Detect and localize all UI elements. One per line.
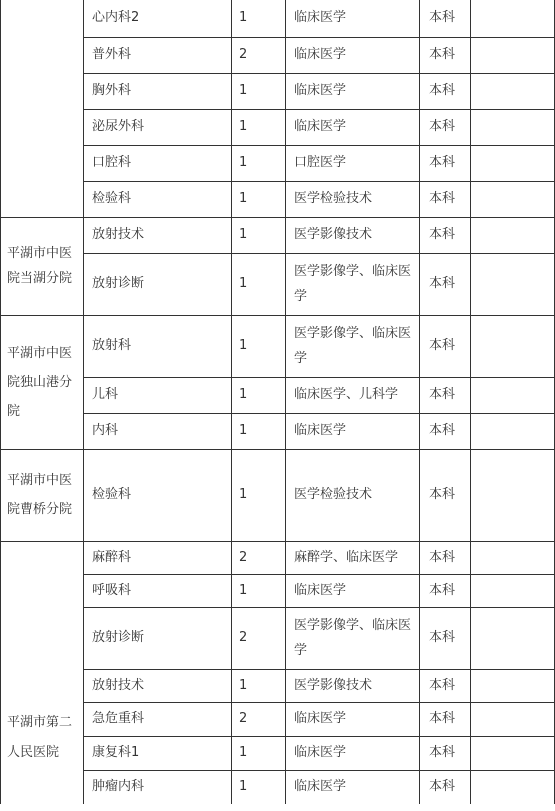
dept-cell: 检验科 [84,181,232,217]
table-row [1,413,555,449]
education-cell: 本科 [420,449,471,541]
education-cell: 本科 [420,702,471,736]
hospital-cell: 平湖市中医院曹桥分院 [1,449,84,541]
major-cell: 麻醉学、临床医学 [286,541,420,574]
dept-cell: 儿科 [84,377,232,413]
table-row [1,315,555,377]
major-cell: 临床医学 [286,574,420,607]
table-row [1,73,555,109]
education-cell: 本科 [420,0,471,37]
major-cell: 临床医学、儿科学 [286,377,420,413]
table-row [1,669,555,702]
dept-cell: 放射技术 [84,217,232,253]
dept-cell: 泌尿外科 [84,109,232,145]
education-cell: 本科 [420,770,471,804]
education-cell: 本科 [420,315,471,377]
major-cell: 临床医学 [286,37,420,73]
count-cell: 1 [232,770,286,804]
dept-cell: 肿瘤内科 [84,770,232,804]
dept-cell: 呼吸科 [84,574,232,607]
note-cell [471,541,555,574]
count-cell: 1 [232,315,286,377]
dept-cell: 普外科 [84,37,232,73]
dept-cell: 放射技术 [84,669,232,702]
major-cell: 口腔医学 [286,145,420,181]
education-cell: 本科 [420,145,471,181]
dept-cell: 放射诊断 [84,607,232,669]
count-cell: 1 [232,73,286,109]
education-cell: 本科 [420,607,471,669]
note-cell [471,145,555,181]
table-row [1,449,555,541]
hospital-name: 平湖市第二人民医院 [7,714,73,760]
note-cell [471,702,555,736]
major-cell: 临床医学 [286,736,420,770]
table-row [1,181,555,217]
count-cell: 1 [232,413,286,449]
hospital-cell [1,0,84,217]
dept-cell: 放射科 [84,315,232,377]
count-cell: 2 [232,37,286,73]
education-cell: 本科 [420,541,471,574]
dept-cell: 麻醉科 [84,541,232,574]
major-cell: 医学检验技术 [286,449,420,541]
note-cell [471,253,555,315]
count-cell: 2 [232,541,286,574]
count-cell: 1 [232,109,286,145]
note-cell [471,770,555,804]
education-cell: 本科 [420,736,471,770]
table-row [1,145,555,181]
note-cell [471,0,555,37]
count-cell: 1 [232,669,286,702]
note-cell [471,73,555,109]
major-cell: 临床医学 [286,770,420,804]
table-row [1,770,555,804]
hospital-cell [1,541,84,804]
education-cell: 本科 [420,217,471,253]
table-row [1,736,555,770]
note-cell [471,736,555,770]
education-cell: 本科 [420,253,471,315]
education-cell: 本科 [420,37,471,73]
table-row [1,574,555,607]
table-row [1,217,555,253]
education-cell: 本科 [420,574,471,607]
count-cell: 1 [232,574,286,607]
table-row [1,702,555,736]
dept-cell: 检验科 [84,449,232,541]
major-cell: 医学影像技术 [286,217,420,253]
count-cell: 1 [232,181,286,217]
dept-cell: 内科 [84,413,232,449]
note-cell [471,449,555,541]
note-cell [471,669,555,702]
note-cell [471,315,555,377]
count-cell: 1 [232,217,286,253]
note-cell [471,181,555,217]
note-cell [471,377,555,413]
hospital-cell: 平湖市中医院当湖分院 [1,217,84,315]
count-cell: 1 [232,449,286,541]
table-row [1,377,555,413]
education-cell: 本科 [420,73,471,109]
major-cell: 医学影像技术 [286,669,420,702]
education-cell: 本科 [420,109,471,145]
table-row [1,109,555,145]
count-cell: 1 [232,253,286,315]
count-cell: 2 [232,702,286,736]
dept-cell: 口腔科 [84,145,232,181]
dept-cell: 放射诊断 [84,253,232,315]
dept-cell: 康复科1 [84,736,232,770]
note-cell [471,217,555,253]
major-cell: 临床医学 [286,702,420,736]
count-cell: 1 [232,377,286,413]
note-cell [471,37,555,73]
note-cell [471,607,555,669]
table-row [1,541,555,574]
education-cell: 本科 [420,669,471,702]
major-cell: 医学影像学、临床医学 [286,315,420,377]
education-cell: 本科 [420,413,471,449]
count-cell: 1 [232,0,286,37]
table-row [1,253,555,315]
dept-cell: 急危重科 [84,702,232,736]
note-cell [471,109,555,145]
major-cell: 临床医学 [286,413,420,449]
education-cell: 本科 [420,181,471,217]
major-cell: 临床医学 [286,73,420,109]
table-row [1,0,555,37]
major-cell: 医学影像学、临床医学 [286,253,420,315]
table-row [1,607,555,669]
note-cell [471,413,555,449]
major-cell: 临床医学 [286,0,420,37]
dept-cell: 心内科2 [84,0,232,37]
count-cell: 1 [232,145,286,181]
major-cell: 临床医学 [286,109,420,145]
table-row [1,37,555,73]
count-cell: 1 [232,736,286,770]
note-cell [471,574,555,607]
education-cell: 本科 [420,377,471,413]
major-cell: 医学影像学、临床医学 [286,607,420,669]
count-cell: 2 [232,607,286,669]
dept-cell: 胸外科 [84,73,232,109]
hospital-cell: 平湖市中医院独山港分院 [1,315,84,449]
major-cell: 医学检验技术 [286,181,420,217]
